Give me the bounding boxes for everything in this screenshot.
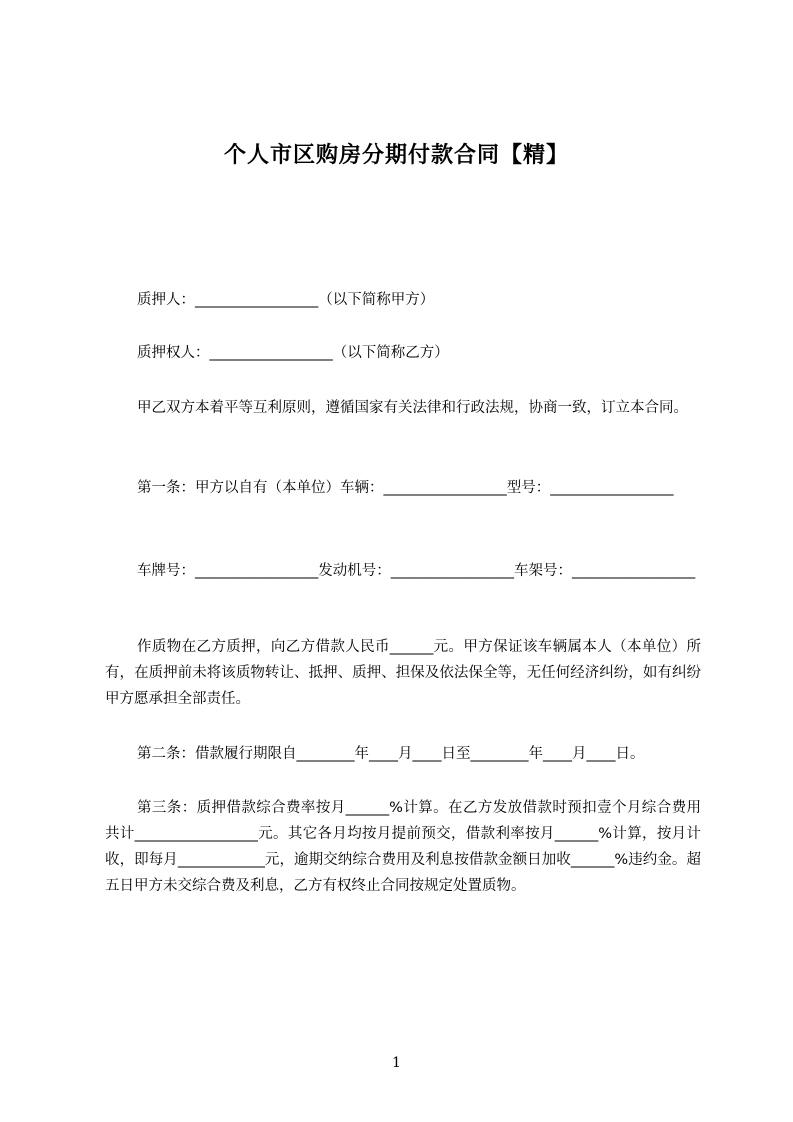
pledgor-line: 质押人：_________________（以下简称甲方） xyxy=(137,292,435,308)
pledge-statement-paragraph: 作质物在乙方质押，向乙方借款人民币______元。甲方保证该车辆属本人（本单位）所有，在质押前未将该质物转让、抵押、质押、担保及依法保全等，无任何经济纠纷，如有纠纷甲方愿承担全部责任。 xyxy=(105,639,701,707)
vehicle-details-paragraph: 车牌号：_________________发动机号：_________________车架号：_________________ xyxy=(137,563,696,579)
pledgee-line: 质押权人：_________________（以下简称乙方） xyxy=(137,345,449,361)
document-title: 个人市区购房分期付款合同【精】 xyxy=(223,143,569,168)
page-number: 1 xyxy=(392,1055,401,1071)
preamble-paragraph: 甲乙双方本着平等互利原则，遵循国家有关法律和行政法规，协商一致，订立本合同。 xyxy=(137,400,688,416)
article-one-paragraph: 第一条：甲方以自有（本单位）车辆：_________________型号：_________________ xyxy=(137,480,674,496)
article-three-paragraph: 第三条：质押借款综合费率按月______%计算。在乙方发放借款时预扣壹个月综合费用共计_________________元。其它各月均按月提前预交，借款利率按月______%计算，按月计收，即每月____________元，逾期交纳综合费用及利息按借款金额日加收______%违约金。超五日甲方未交综合费及利息，乙方有权终止合同按规定处置质物。 xyxy=(105,800,701,894)
article-two-paragraph: 第二条：借款履行期限自________年____月____日至________年____月____日。 xyxy=(137,746,645,762)
